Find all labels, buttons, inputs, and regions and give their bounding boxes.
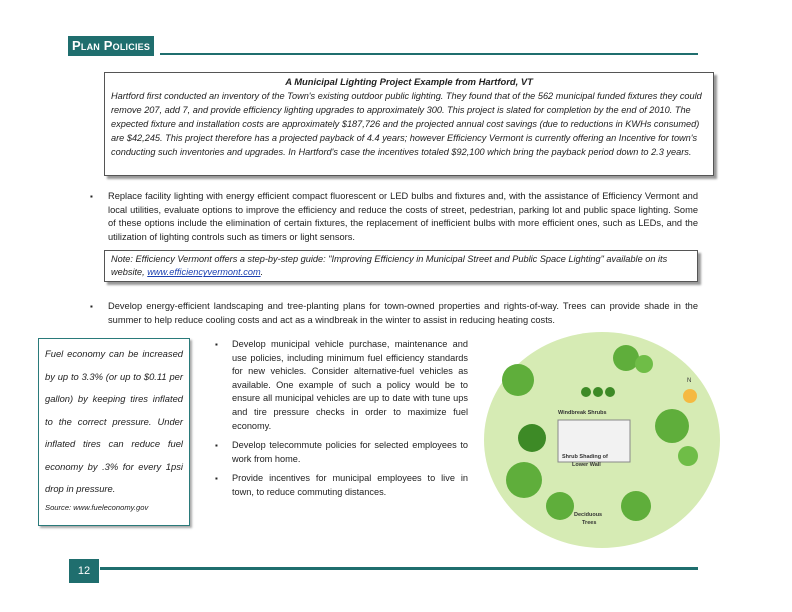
tree-icon bbox=[506, 462, 542, 498]
tree-icon bbox=[678, 446, 698, 466]
bullet-mark: ▪ bbox=[215, 474, 218, 484]
sidebar-text: Fuel economy can be increased by up to 3.3% (or up to $0.11 per gallon) by keeping tires inflated to the correct pressure. Under inflated tires can reduce fuel economy by .3% for every 1psi drop in pressure. bbox=[45, 348, 183, 494]
tree-icon bbox=[655, 409, 689, 443]
deciduous-label-2: Trees bbox=[582, 520, 597, 526]
list-item bbox=[215, 338, 468, 433]
header-rule bbox=[160, 53, 698, 55]
tree-icon bbox=[546, 492, 574, 520]
note-box bbox=[104, 250, 698, 282]
page-number: 12 bbox=[69, 559, 99, 583]
efficiency-vermont-link[interactable]: www.efficiencyvermont.com bbox=[147, 267, 261, 278]
bullet-text: Develop telecommute policies for selected employees to work from home. bbox=[232, 440, 468, 464]
shrub-shading-label-2: Lower Wall bbox=[572, 462, 601, 468]
tree-icon bbox=[518, 424, 546, 452]
bullet-landscaping bbox=[90, 300, 698, 327]
tree-icon bbox=[613, 345, 639, 371]
bullet-text: Replace facility lighting with energy efficient compact fluorescent or LED bulbs and fixtures and, with the assistance of Efficiency Vermont and local utilities, evaluate options to improve the efficiency and reduce the costs of street, pedestrian, parking lot and public space lighting. Some of these options include the elimination of certain fixtures, the replacement of inefficient bulbs with more efficient ones, such as LEDs, and the utilization of lighting controls such as timers or light sensors. bbox=[108, 191, 698, 242]
landscaping-diagram bbox=[476, 330, 726, 552]
bullet-text: Develop energy-efficient landscaping and tree-planting plans for town-owned properties and rights-of-way. Trees can provide shade in the summer to help reduce cooling costs and act as a windbreak in the winter to assist in reducing heating costs. bbox=[108, 301, 698, 325]
list-item bbox=[215, 439, 468, 466]
hartford-callout-box bbox=[104, 72, 714, 176]
shrub-shading-label-1: Shrub Shading of bbox=[562, 454, 608, 460]
bullet-text: Develop municipal vehicle purchase, maintenance and use policies, including minimum fuel efficiency standards for new vehicles. Consider alternative-fuel vehicles as available. One example of such a policy would be to ensure all municipal vehicles are up to date with tune ups and tire pressure checks in order to maximize fuel economy. bbox=[232, 339, 468, 431]
bullet-mark: ▪ bbox=[90, 302, 93, 311]
footer-rule bbox=[100, 567, 698, 570]
tree-icon bbox=[502, 364, 534, 396]
north-label: N bbox=[687, 378, 692, 384]
note-text: Note: Efficiency Vermont offers a step-by-step guide: "Improving Efficiency in Municipal Street and Public Space Lighting" available on its website, bbox=[111, 254, 668, 278]
shrub-icon bbox=[605, 387, 615, 397]
callout-title: A Municipal Lighting Project Example from Hartford, VT bbox=[285, 76, 533, 87]
bullet-lighting bbox=[90, 190, 698, 244]
callout-body: Hartford first conducted an inventory of the Town's existing outdoor public lighting. They found that of the 562 municipal funded fixtures they could remove 207, add 7, and provide efficiency lighting upgrades to approximately 300. This project is slated for completion by the end of 2010. The expected fixture and installation costs are approximately $187,726 and the projected annual cost savings (due to reductions in KWHs consumed) are $42,245. This project therefore has a projected payback of 4.4 years; however Efficiency Vermont is currently offering an Incentive for town's conducting such inventories and upgrades. In Hartford's case the incentives totaled $92,100 which bring the payback period down to 2.3 years. bbox=[111, 91, 702, 158]
shrub-icon bbox=[581, 387, 591, 397]
shrub-icon bbox=[593, 387, 603, 397]
windbreak-label: Windbreak Shrubs bbox=[558, 410, 607, 416]
bullet-text: Provide incentives for municipal employees to live in town, to reduce commuting distances. bbox=[232, 473, 468, 497]
deciduous-label-1: Deciduous bbox=[574, 512, 603, 518]
fuel-economy-sidebar bbox=[38, 338, 190, 526]
section-title: Plan Policies bbox=[68, 36, 154, 56]
note-end: . bbox=[260, 267, 264, 278]
vehicle-policy-list bbox=[215, 338, 468, 506]
list-item bbox=[215, 472, 468, 499]
sun-icon bbox=[683, 389, 697, 403]
tree-icon bbox=[635, 355, 653, 373]
bullet-mark: ▪ bbox=[90, 192, 93, 201]
bullet-mark: ▪ bbox=[215, 340, 218, 349]
tree-icon bbox=[621, 491, 651, 521]
sidebar-source: Source: www.fueleconomy.gov bbox=[45, 502, 149, 512]
bullet-mark: ▪ bbox=[215, 441, 218, 451]
